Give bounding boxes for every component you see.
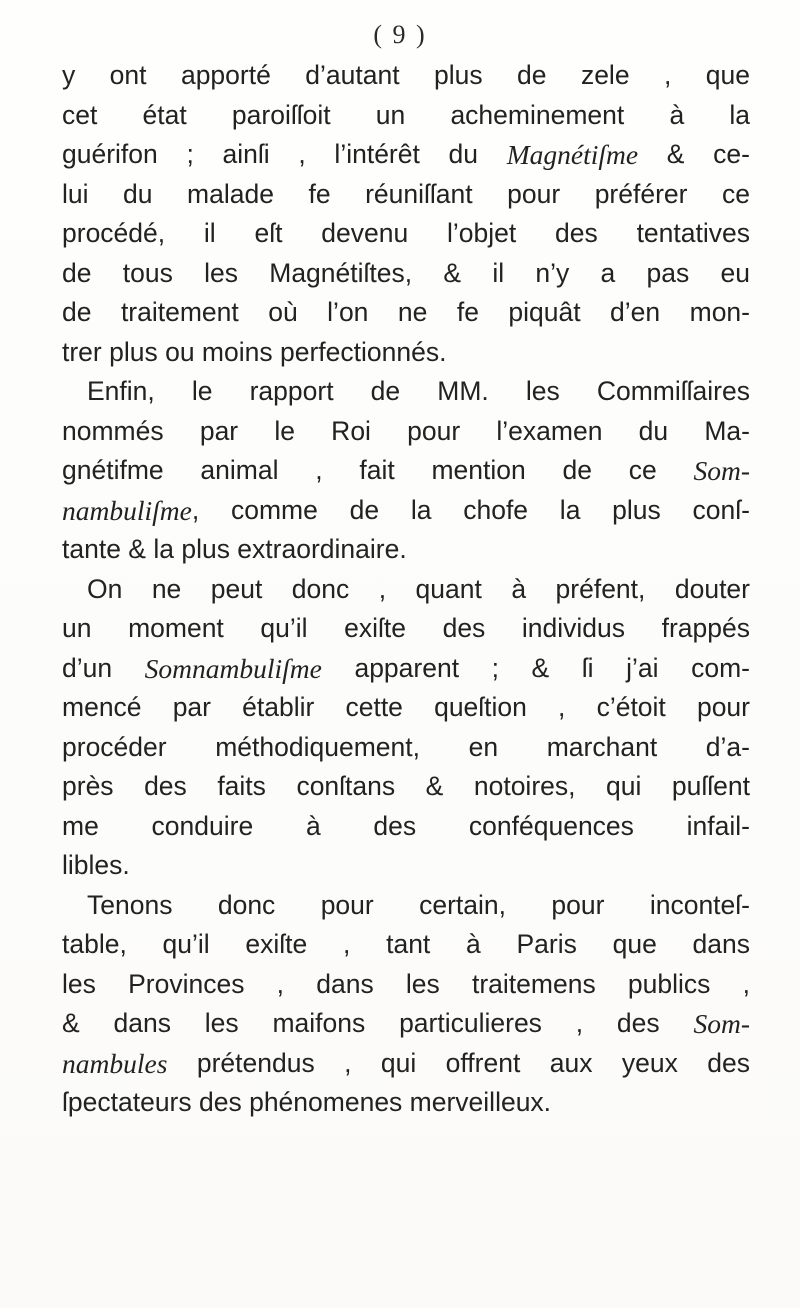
text-segment: de tous les Magnétiſtes, & il n’y a pas eu xyxy=(62,257,750,288)
italic-text: Magnétiſme xyxy=(506,139,639,170)
text-segment: y ont apporté d’autant plus de zele , que xyxy=(62,60,750,90)
text-line xyxy=(62,214,750,254)
italic-text: nambules xyxy=(62,1047,168,1079)
text-line xyxy=(62,688,750,728)
text-line xyxy=(62,570,750,610)
text-line xyxy=(62,807,750,847)
text-line xyxy=(62,1004,750,1044)
text-segment: apparent ; & ſi j’ai com- xyxy=(321,652,750,683)
text-line xyxy=(62,965,750,1005)
text-segment: un moment qu’il exiſte des individus frappés xyxy=(62,613,750,643)
text-segment: procéder méthodiquement, en marchant d’a- xyxy=(62,731,750,762)
text-line xyxy=(62,886,750,926)
text-line xyxy=(62,254,750,294)
text-segment: me conduire à des conféquences infail- xyxy=(62,810,750,841)
text-line xyxy=(62,530,750,570)
text-segment: prétendus , qui offrent aux yeux des xyxy=(167,1047,750,1078)
body-text xyxy=(62,56,750,1123)
text-line xyxy=(62,609,750,649)
text-segment: lui du malade fe réuniſſant pour préférer ce xyxy=(62,178,750,209)
text-line xyxy=(62,96,750,136)
text-line xyxy=(62,412,750,452)
text-line xyxy=(62,451,750,491)
text-line xyxy=(62,372,750,412)
text-segment: guérifon ; ainſi , l’intérêt du xyxy=(62,139,507,169)
text-segment: & ce- xyxy=(638,139,750,169)
text-segment: d’un xyxy=(62,652,145,683)
text-segment: libles. xyxy=(62,850,130,880)
text-segment: trer plus ou moins perfectionnés. xyxy=(62,336,447,367)
text-line xyxy=(62,728,750,768)
text-segment: & dans les maifons particulieres , des xyxy=(62,1008,694,1038)
italic-text: Som- xyxy=(693,455,750,486)
text-segment: de traitement où l’on ne fe piquât d’en mon- xyxy=(62,297,750,327)
text-segment: les Provinces , dans les traitemens publics , xyxy=(62,968,750,999)
text-line xyxy=(62,846,750,886)
text-segment: Enfin, le rapport de MM. les Commiſſaires xyxy=(87,376,750,406)
text-line xyxy=(62,333,750,373)
text-line xyxy=(62,925,750,965)
text-line xyxy=(62,175,750,215)
text-segment: nommés par le Roi pour l’examen du Ma- xyxy=(62,415,750,446)
text-segment: gnétifme animal , fait mention de ce xyxy=(62,455,694,485)
text-line xyxy=(62,293,750,333)
text-line xyxy=(62,1044,750,1084)
page-number: ( 9 ) xyxy=(373,20,427,49)
text-segment: On ne peut donc , quant à préfent, douter xyxy=(87,573,750,604)
text-segment: table, qu’il exiſte , tant à Paris que dans xyxy=(62,929,750,959)
italic-text: nambuliſme xyxy=(62,494,192,526)
text-line xyxy=(62,135,750,175)
text-segment: , comme de la chofe la plus conſ- xyxy=(191,494,750,525)
text-segment: mencé par établir cette queſtion , c’étoit pour xyxy=(62,692,750,722)
text-segment: procédé, il eſt devenu l’objet des tentatives xyxy=(62,218,750,248)
text-segment: Tenons donc pour certain, pour inconteſ- xyxy=(87,889,750,920)
text-line xyxy=(62,56,750,96)
italic-text: Somnambuliſme xyxy=(144,652,322,684)
text-line xyxy=(62,1083,750,1123)
text-line xyxy=(62,767,750,807)
text-segment: près des faits conſtans & notoires, qui puſſent xyxy=(62,771,750,801)
text-line xyxy=(62,491,750,531)
italic-text: Som- xyxy=(693,1008,750,1039)
text-segment: tante & la plus extraordinaire. xyxy=(62,534,407,564)
text-segment: ſpectateurs des phénomenes merveilleux. xyxy=(62,1087,552,1117)
text-segment: cet état paroiſſoit un acheminement à la xyxy=(62,99,750,130)
text-line xyxy=(62,649,750,689)
